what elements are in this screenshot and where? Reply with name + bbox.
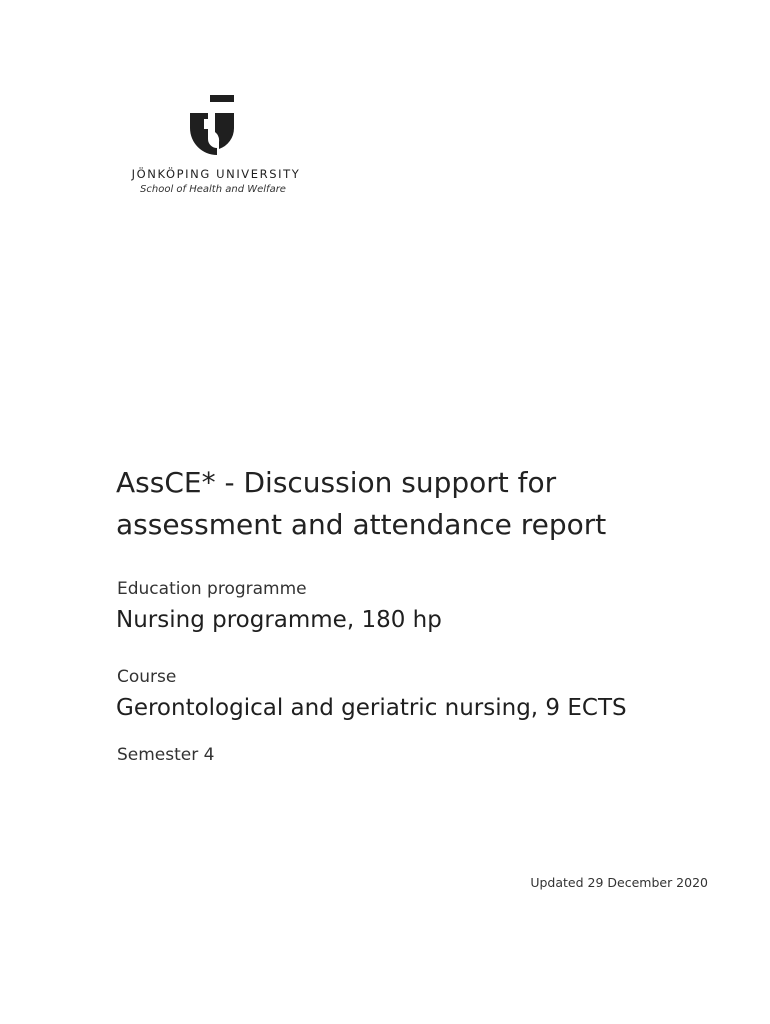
university-name: JÖNKÖPING UNIVERSITY (131, 167, 301, 181)
programme-label: Education programme (117, 579, 307, 599)
semester-label: Semester 4 (117, 745, 215, 765)
updated-date: Updated 29 December 2020 (530, 875, 708, 890)
jonkoping-university-logo-icon (190, 95, 238, 155)
course-value: Gerontological and geriatric nursing, 9 ECTS (116, 695, 627, 721)
course-label: Course (117, 667, 177, 687)
document-title: AssCE* - Discussion support for assessment and attendance report (116, 466, 607, 541)
programme-value: Nursing programme, 180 hp (116, 607, 442, 633)
school-name: School of Health and Welfare (140, 184, 286, 195)
